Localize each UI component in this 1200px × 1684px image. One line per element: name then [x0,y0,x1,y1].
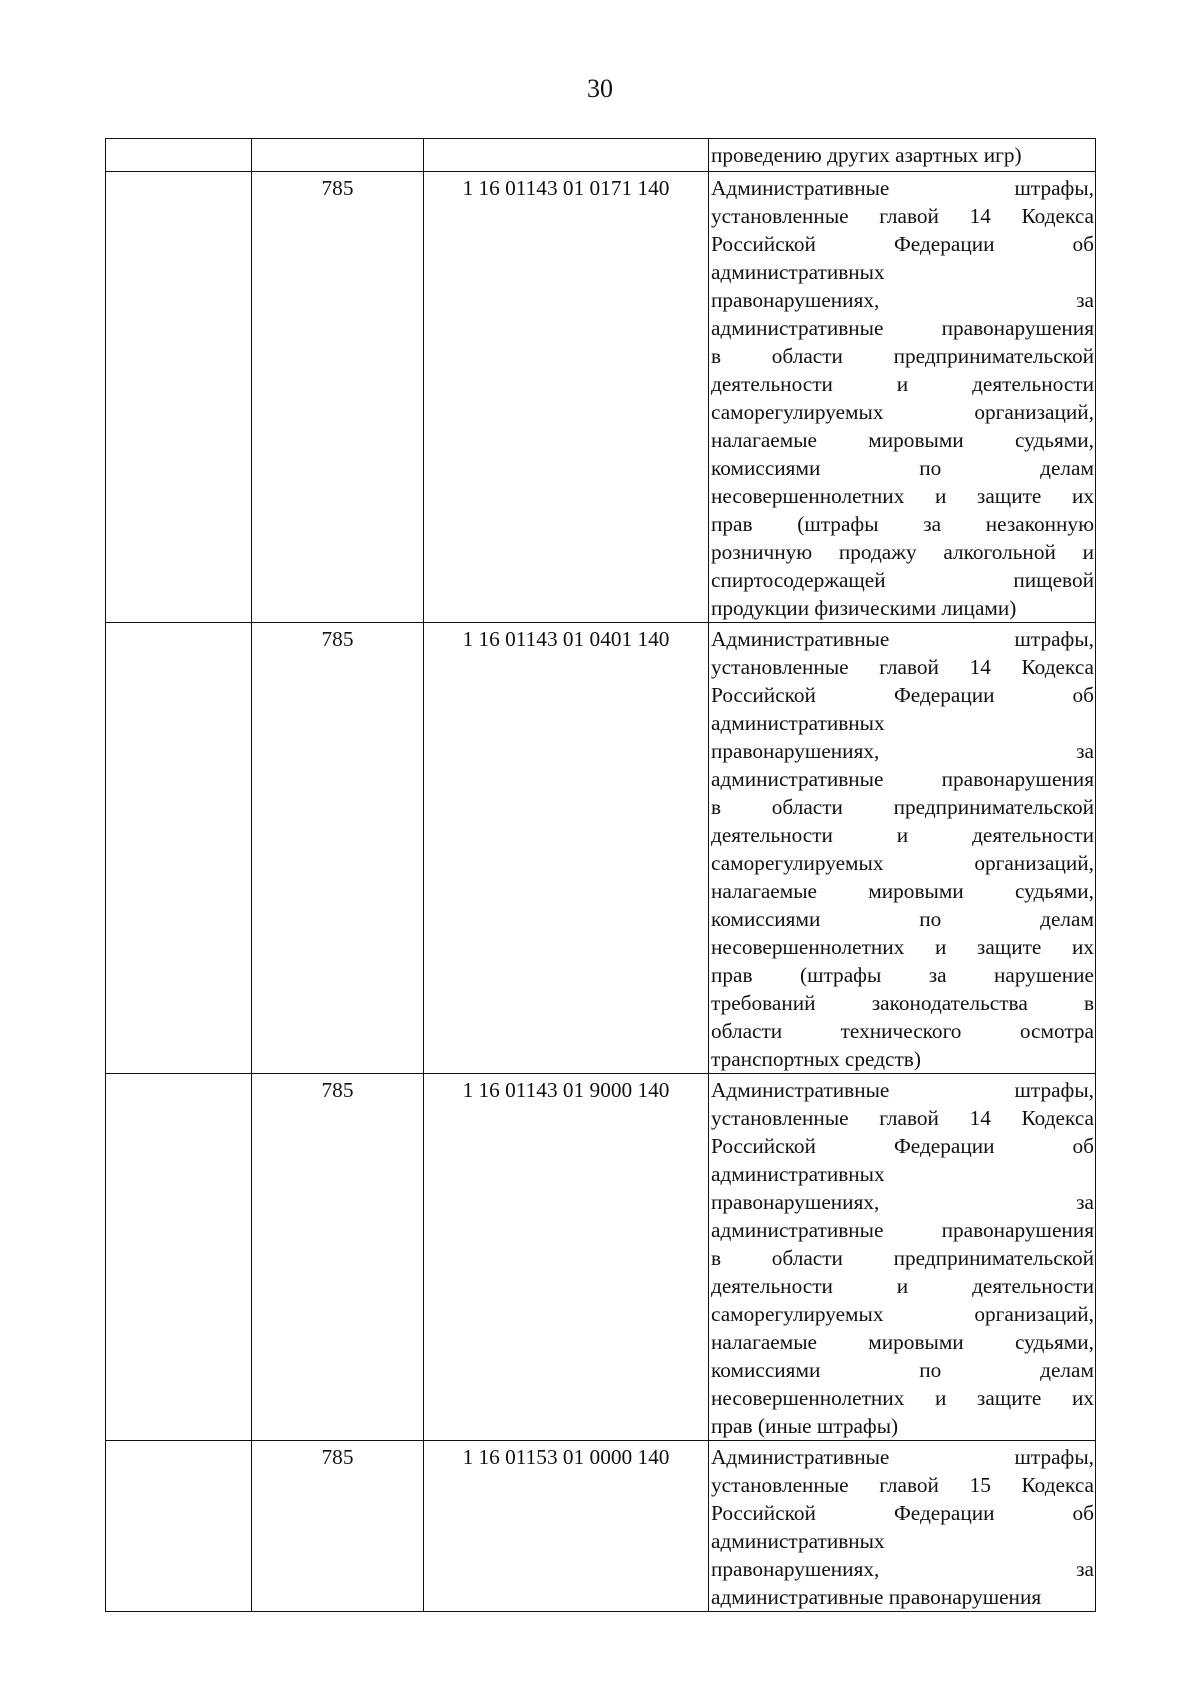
description-cell [709,623,1096,1074]
description-line: в области предпринимательской [711,1246,1094,1270]
description-line: прав (штрафы за нарушение [711,963,1094,987]
description-line: спиртосодержащей пищевой [711,568,1094,592]
description-line: налагаемые мировыми судьями, [711,879,1094,903]
description-line: прав (штрафы за незаконную [711,512,1094,536]
description-line: правонарушениях, за [711,1190,1094,1214]
page-number: 30 [587,74,613,103]
description-line: административные правонарушения [711,1585,1042,1609]
description-line: Российской Федерации об [711,232,1094,256]
description-line: налагаемые мировыми судьями, [711,1330,1094,1354]
empty-cell [106,623,252,1074]
description-line: несовершеннолетних и защите их [711,935,1094,959]
empty-cell [106,172,252,623]
description-line: административные правонарушения [711,1218,1094,1242]
description-line: проведению других азартных игр) [711,143,1022,167]
description-line: Административные штрафы, [711,1445,1094,1469]
description-line: налагаемые мировыми судьями, [711,428,1094,452]
description-line: деятельности и деятельности [711,823,1094,847]
description-line: правонарушениях, за [711,1557,1094,1581]
description-line: административных [711,711,885,735]
table-row [106,623,1096,1074]
description-line: административные правонарушения [711,767,1094,791]
description-cell [709,139,1096,172]
description-line: розничную продажу алкогольной и [711,540,1094,564]
description-line: в области предпринимательской [711,344,1094,368]
description-line: саморегулируемых организаций, [711,851,1094,875]
description-line: административные правонарушения [711,316,1094,340]
description-line: транспортных средств) [711,1047,921,1071]
description-line: правонарушениях, за [711,288,1094,312]
empty-cell [106,139,252,172]
description-cell [709,1441,1096,1612]
description-line: прав (иные штрафы) [711,1414,899,1438]
description-line: несовершеннолетних и защите их [711,484,1094,508]
table-row [106,172,1096,623]
table-row [106,139,1096,172]
budget-code-cell: 1 16 01143 01 9000 140 [424,1074,709,1441]
budget-code-cell: 1 16 01143 01 0401 140 [424,623,709,1074]
admin-code-cell: 785 [252,1441,424,1612]
description-line: несовершеннолетних и защите их [711,1386,1094,1410]
description-line: установленные главой 14 Кодекса [711,655,1094,679]
description-line: Российской Федерации об [711,1501,1094,1525]
description-line: Административные штрафы, [711,627,1094,651]
admin-code-cell: 785 [252,1074,424,1441]
description-line: правонарушениях, за [711,739,1094,763]
budget-code-cell: 1 16 01153 01 0000 140 [424,1441,709,1612]
description-line: продукции физическими лицами) [711,596,1017,620]
description-line: требований законодательства в [711,991,1094,1015]
description-line: установленные главой 14 Кодекса [711,1106,1094,1130]
admin-code-cell: 785 [252,172,424,623]
description-line: комиссиями по делам [711,456,1094,480]
description-line: административных [711,1162,885,1186]
empty-cell [106,1074,252,1441]
description-line: комиссиями по делам [711,907,1094,931]
description-line: в области предпринимательской [711,795,1094,819]
description-line: деятельности и деятельности [711,372,1094,396]
empty-cell [106,1441,252,1612]
table-row [106,1074,1096,1441]
description-line: установленные главой 15 Кодекса [711,1473,1094,1497]
description-line: саморегулируемых организаций, [711,400,1094,424]
description-line: деятельности и деятельности [711,1274,1094,1298]
description-cell [709,1074,1096,1441]
description-line: Российской Федерации об [711,683,1094,707]
description-line: Административные штрафы, [711,1078,1094,1102]
table-body [106,139,1096,1612]
description-line: установленные главой 14 Кодекса [711,204,1094,228]
description-line: административных [711,1529,885,1553]
budget-code-cell [424,139,709,172]
budget-code-cell: 1 16 01143 01 0171 140 [424,172,709,623]
description-line: саморегулируемых организаций, [711,1302,1094,1326]
budget-codes-table [105,138,1096,1612]
description-cell [709,172,1096,623]
description-line: Административные штрафы, [711,176,1094,200]
description-line: административных [711,260,885,284]
admin-code-cell: 785 [252,623,424,1074]
description-line: области технического осмотра [711,1019,1094,1043]
description-line: Российской Федерации об [711,1134,1094,1158]
table-row [106,1441,1096,1612]
admin-code-cell [252,139,424,172]
description-line: комиссиями по делам [711,1358,1094,1382]
